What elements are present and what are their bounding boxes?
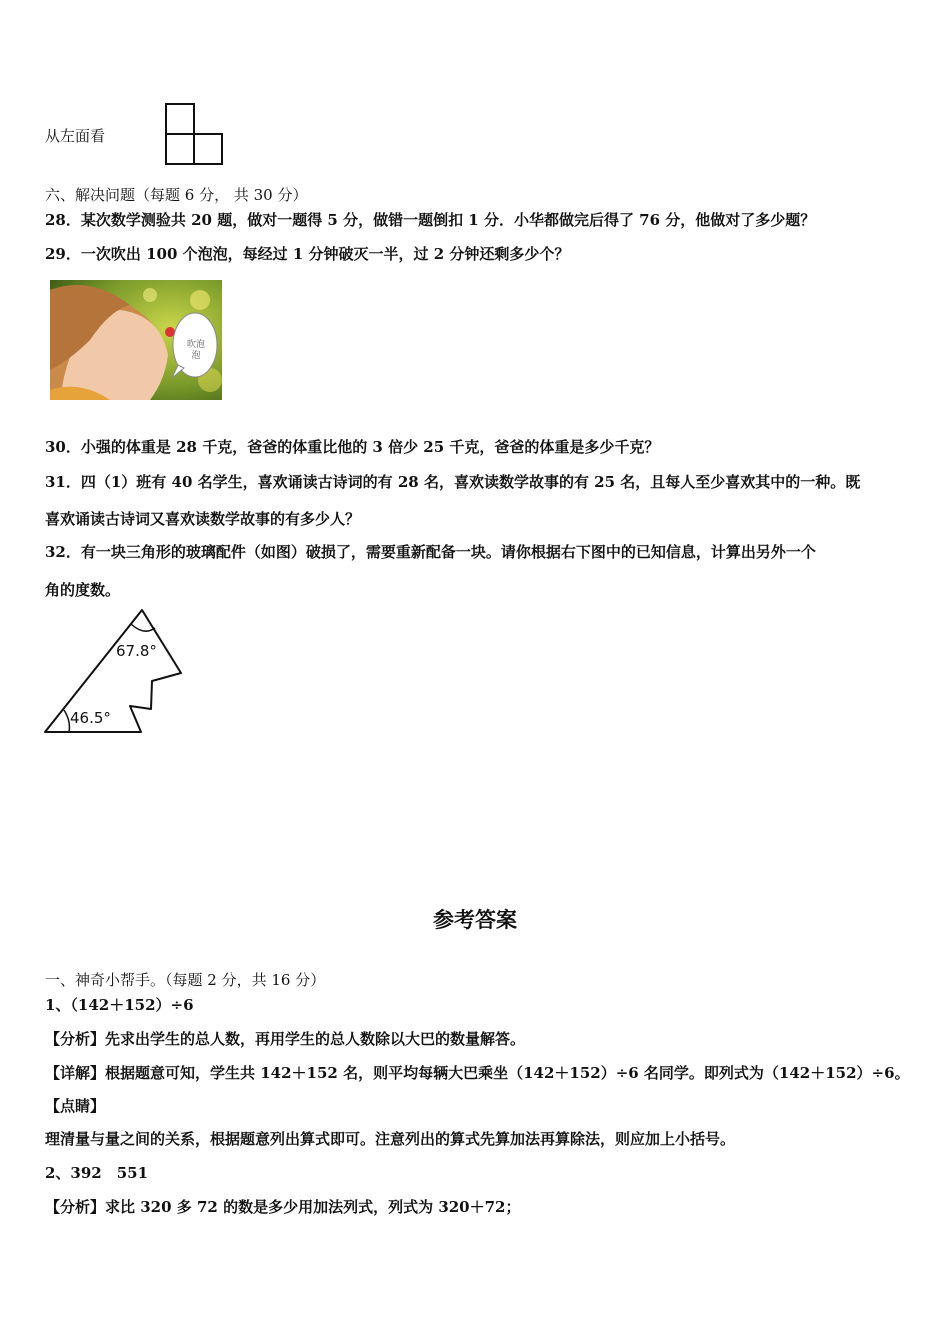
detail-text: 根据题意可知，学生共 142＋152 名，则平均每辆大巴乘坐（142＋152）÷6 名同学。即列式为（142＋152）÷6。 [105,1064,910,1082]
angle-arc-bottom [64,710,69,732]
answers-section1-heading: 一、神奇小帮手。（每题 2 分，共 16 分） [45,971,326,989]
analysis-text: 求比 320 多 72 的数是多少用加法列式，列式为 320＋72； [105,1198,521,1216]
question-30: 30．小强的体重是 28 千克，爸爸的体重比他的 3 倍少 25 千克，爸爸的体重是多少千克？ [45,438,660,456]
view-square-bottom-right [194,134,222,164]
view-square-bottom-left [166,134,194,164]
analysis-tag: 【分析】 [45,1030,106,1048]
question-32-line1: 32．有一块三角形的玻璃配件（如图）破损了，需要重新配备一块。请你根据右下图中的已知信息，计算出另外一个 [45,543,816,561]
question-31-line2: 喜欢诵读古诗词又喜欢读数学故事的有多少人？ [45,510,361,528]
view-square-top [166,104,194,134]
answer-1-comment-tag: 【点睛】 [45,1097,106,1115]
answer-1-comment: 理清量与量之间的关系，根据题意列出算式即可。注意列出的算式先算加法再算除法，则应加上小括号。 [45,1130,736,1148]
analysis-text: 先求出学生的总人数，再用学生的总人数除以大巴的数量解答。 [105,1030,526,1048]
view-label: 从左面看 [45,127,106,145]
answer-1-analysis [45,1032,525,1047]
answer-2: 2、392 551 [45,1164,149,1182]
answers-title: 参考答案 [433,907,517,932]
broken-triangle-figure [40,606,190,738]
angle-label-top: 67.8° [116,642,157,660]
analysis-tag: 【分析】 [45,1198,106,1216]
answer-2-analysis [45,1200,521,1215]
answer-1-detail [45,1066,910,1081]
girl-blowing-bubbles-photo [50,280,222,400]
question-31-line1: 31．四（1）班有 40 名学生，喜欢诵读古诗词的有 28 名，喜欢读数学故事的有 25 名，且每人至少喜欢其中的一种。既 [45,473,861,491]
answer-1: 1、（142＋152）÷6 [45,996,194,1014]
section6-heading: 六、解决问题（每题 6 分， 共 30 分） [45,186,308,204]
bubble-text: 吹泡泡 [186,340,205,361]
detail-tag: 【详解】 [45,1064,106,1082]
angle-label-bottom: 46.5° [70,709,111,727]
left-view-figure [163,102,225,168]
question-28: 28．某次数学测验共 20 题，做对一题得 5 分，做错一题倒扣 1 分．小华都做完后得了 76 分，他做对了多少题？ [45,211,816,229]
question-29: 29．一次吹出 100 个泡泡，每经过 1 分钟破灭一半，过 2 分钟还剩多少个？ [45,245,570,263]
question-32-line2: 角的度数。 [45,581,121,599]
